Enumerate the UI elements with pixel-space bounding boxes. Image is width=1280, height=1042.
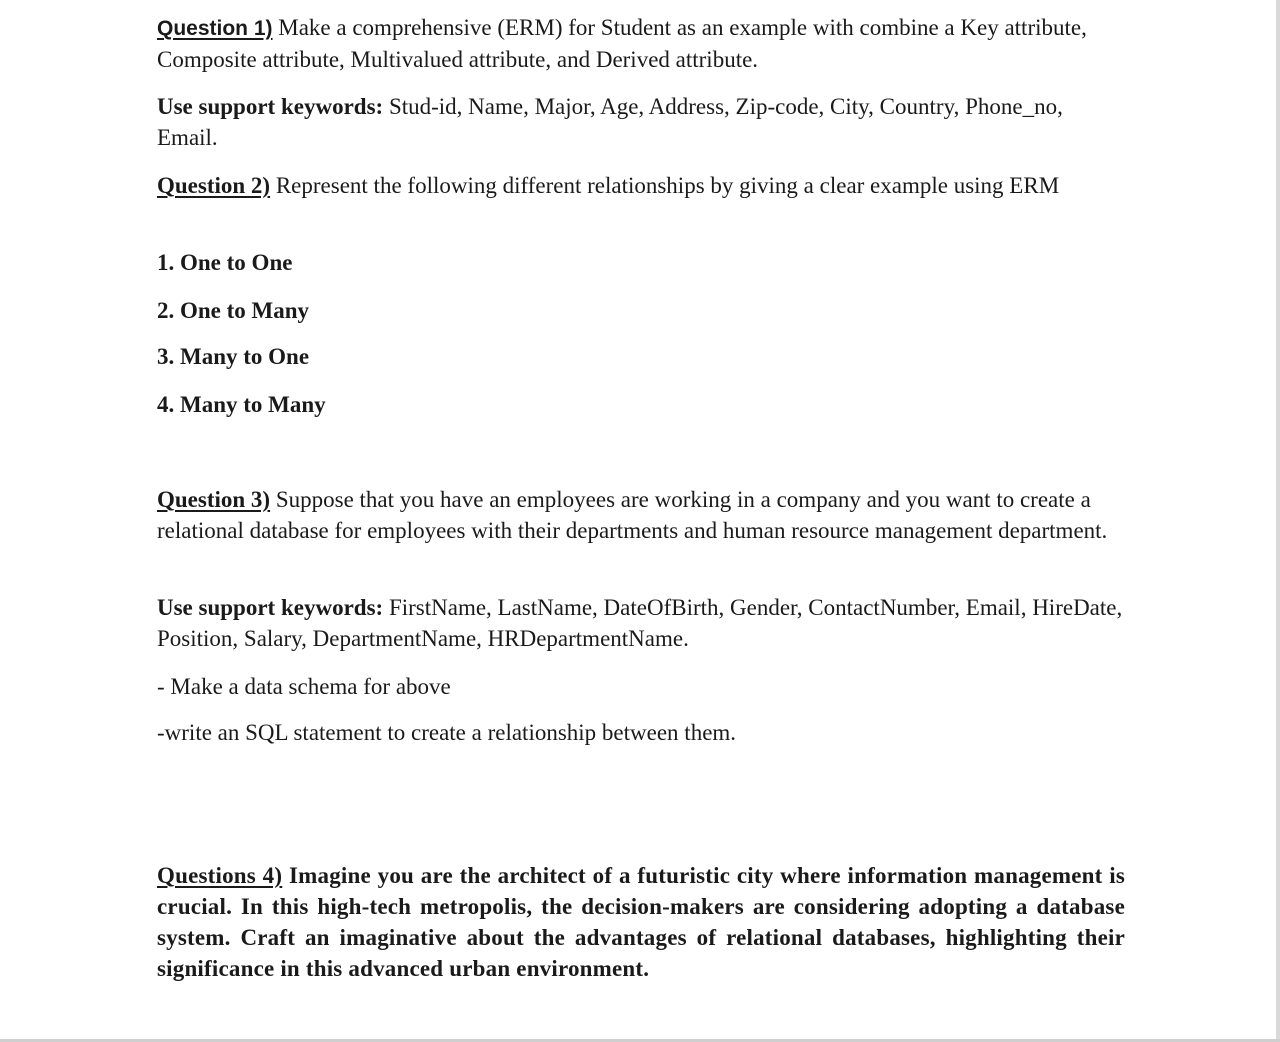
- question-2-label: Question 2): [157, 173, 271, 198]
- question-4-text: Imagine you are the architect of a futuristic city where information management is crucial. In this high-tech metropolis, the decision-makers are considering adopting a database system. Craft an imaginative about the advantages of relational databases, highlighting their significance in this advanced urban environment.: [157, 863, 1125, 981]
- question-3-keywords-text: FirstName, LastName, DateOfBirth, Gender, ContactNumber, Email, HireDate, Position, Salary, DepartmentName, HRDepartmentName.: [157, 595, 1123, 651]
- page-edge-right: [1276, 0, 1280, 1042]
- question-4-label: Questions 4): [157, 863, 283, 888]
- question-1-text: Make a comprehensive (ERM) for Student as an example with combine a Key attribute, Composite attribute, Multivalued attribute, and Derived attribute.: [157, 15, 1087, 72]
- question-1-label: Question 1): [157, 17, 273, 40]
- relationship-item-many-to-many: 4. Many to Many: [157, 392, 326, 417]
- question-3-task-schema: - Make a data schema for above: [157, 674, 451, 699]
- question-1-keywords-text: Stud-id, Name, Major, Age, Address, Zip-code, City, Country, Phone_no, Email.: [157, 94, 1063, 150]
- question-3-text: Suppose that you have an employees are working in a company and you want to create a relational database for employees with their departments and human resource management department.: [157, 487, 1108, 543]
- question-4-paragraph: [157, 860, 1125, 984]
- question-2-text: Represent the following different relationships by giving a clear example using ERM: [270, 173, 1060, 198]
- question-3-task-sql: -write an SQL statement to create a relationship between them.: [157, 720, 737, 745]
- question-1-keywords: [157, 91, 1127, 153]
- question-3-paragraph: [157, 484, 1127, 546]
- question-1-keywords-label: Use support keywords:: [157, 94, 384, 119]
- question-2-paragraph: [157, 170, 1127, 201]
- relationship-item-one-to-many: 2. One to Many: [157, 298, 310, 323]
- question-3-label: Question 3): [157, 487, 271, 512]
- question-3-keywords-label: Use support keywords:: [157, 595, 384, 620]
- question-3-keywords: [157, 592, 1127, 654]
- relationship-item-one-to-one: 1. One to One: [157, 250, 293, 275]
- relationship-item-many-to-one: 3. Many to One: [157, 344, 310, 369]
- question-1-paragraph: [157, 12, 1127, 75]
